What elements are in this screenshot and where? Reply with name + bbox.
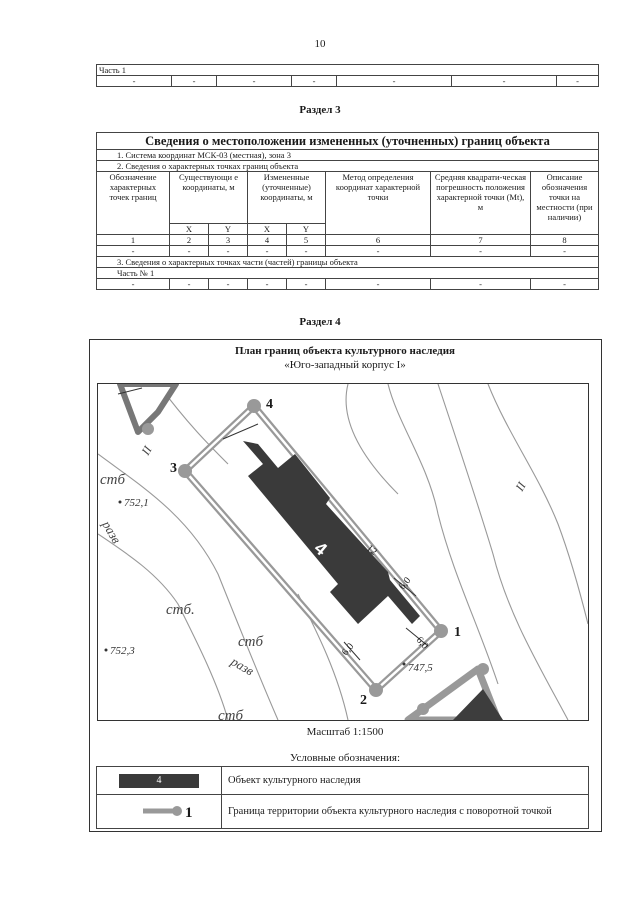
elevation-label: 747,5	[408, 662, 433, 674]
col-existing: Существующи е координаты, м	[170, 172, 248, 224]
plan-subtitle: «Юго-западный корпус I»	[284, 359, 406, 371]
map-scale: Масштаб 1:1500	[306, 726, 384, 738]
part-cell: -	[452, 76, 557, 87]
point-label-2: 2	[360, 693, 367, 708]
col-y: Y	[209, 224, 248, 235]
plan-title: План границ объекта культурного наследия	[235, 345, 455, 357]
corner-point	[477, 663, 489, 675]
points-info-row: 2. Сведения о характерных точках границ объекта	[97, 161, 599, 172]
page-number: 10	[314, 38, 326, 50]
col-designation: Обозначение характерных точек границ	[97, 172, 170, 235]
dash-cell: -	[209, 279, 248, 290]
elevation-label: 752,1	[124, 497, 149, 509]
terrain-label: разв	[99, 518, 125, 547]
col-y: Y	[287, 224, 326, 235]
col-number: 6	[326, 235, 431, 246]
section3-table-title: Сведения о местоположении измененных (уточненных) границ объекта	[97, 133, 599, 150]
point-label-3: 3	[170, 461, 177, 476]
dash-cell: -	[287, 279, 326, 290]
dash-cell: -	[209, 246, 248, 257]
dash-cell: -	[531, 279, 599, 290]
dash-cell: -	[431, 279, 531, 290]
part-cell: -	[292, 76, 337, 87]
legend-point-number: 1	[185, 804, 193, 821]
dash-cell: -	[170, 246, 209, 257]
section3-title: Раздел 3	[299, 104, 341, 116]
legend-text-boundary: Граница территории объекта культурного наследия с поворотной точкой	[222, 795, 589, 829]
boundary-point-4	[247, 399, 261, 413]
part-number-row: Часть № 1	[97, 268, 599, 279]
dimension-label: 6,0	[413, 634, 431, 652]
col-number: 2	[170, 235, 209, 246]
legend-symbol-heritage	[97, 767, 222, 795]
heritage-swatch: 4	[119, 774, 199, 788]
dash-cell: -	[431, 246, 531, 257]
coord-system-row: 1. Система координат МСК-03 (местная), зона 3	[97, 150, 599, 161]
terrain-label: II	[512, 479, 529, 494]
section4-title: Раздел 4	[299, 316, 341, 328]
point-label-4: 4	[266, 397, 273, 412]
part-cell: -	[217, 76, 292, 87]
terrain-label: стб	[218, 708, 244, 720]
dash-cell: -	[326, 246, 431, 257]
heritage-building	[243, 441, 420, 624]
terrain-label: II	[138, 443, 155, 458]
part-table	[96, 64, 599, 87]
legend-title: Условные обозначения:	[289, 752, 401, 764]
dimension-label: 12	[364, 542, 379, 558]
corner-point	[417, 703, 429, 715]
dash-cell: -	[326, 279, 431, 290]
boundary-point-2	[369, 683, 383, 697]
part-cell: -	[337, 76, 452, 87]
dash-cell: -	[97, 279, 170, 290]
col-number: 3	[209, 235, 248, 246]
boundary-point-3	[178, 464, 192, 478]
col-number: 4	[248, 235, 287, 246]
dash-cell: -	[170, 279, 209, 290]
neighbor-structure-top	[118, 384, 176, 435]
boundary-point-icon	[109, 801, 209, 823]
elevation-label: 752,3	[110, 645, 135, 657]
dash-cell: -	[287, 246, 326, 257]
col-x: X	[248, 224, 287, 235]
dimension-label: 6,0	[339, 641, 357, 658]
part-cell: -	[97, 76, 172, 87]
col-number: 1	[97, 235, 170, 246]
dash-cell: -	[97, 246, 170, 257]
terrain-label: стб	[238, 634, 264, 650]
corner-point	[142, 423, 154, 435]
col-number: 5	[287, 235, 326, 246]
col-error: Средняя квадрати-ческая погрешность положения характерной точки (Mt), м	[431, 172, 531, 235]
col-changed: Измененные (уточненные) координаты, м	[248, 172, 326, 224]
legend-text-heritage: Объект культурного наследия	[222, 767, 589, 795]
col-number: 7	[431, 235, 531, 246]
part-points-row: 3. Сведения о характерных точках части (частей) границы объекта	[97, 257, 599, 268]
dash-cell: -	[531, 246, 599, 257]
building-number: 4	[310, 537, 331, 560]
dash-cell: -	[248, 279, 287, 290]
section3-table	[96, 132, 599, 290]
point-label-1: 1	[454, 625, 461, 640]
dash-cell: -	[248, 246, 287, 257]
part-cell: -	[557, 76, 599, 87]
col-number: 8	[531, 235, 599, 246]
terrain-label: стб.	[166, 602, 195, 618]
part-cell: -	[172, 76, 217, 87]
site-plan-svg	[98, 384, 588, 720]
boundary-point-1	[434, 624, 448, 638]
terrain-label: стб	[100, 472, 126, 488]
legend-table	[96, 766, 589, 829]
dimension-label: 6,0	[396, 575, 414, 592]
col-method: Метод определения координат характерной точки	[326, 172, 431, 235]
col-description: Описание обозначения точки на местности (при наличии)	[531, 172, 599, 235]
legend-symbol-boundary	[97, 795, 222, 829]
terrain-label: разв	[228, 653, 257, 679]
col-x: X	[170, 224, 209, 235]
site-plan-map	[97, 383, 589, 721]
part-label: Часть 1	[97, 65, 599, 76]
